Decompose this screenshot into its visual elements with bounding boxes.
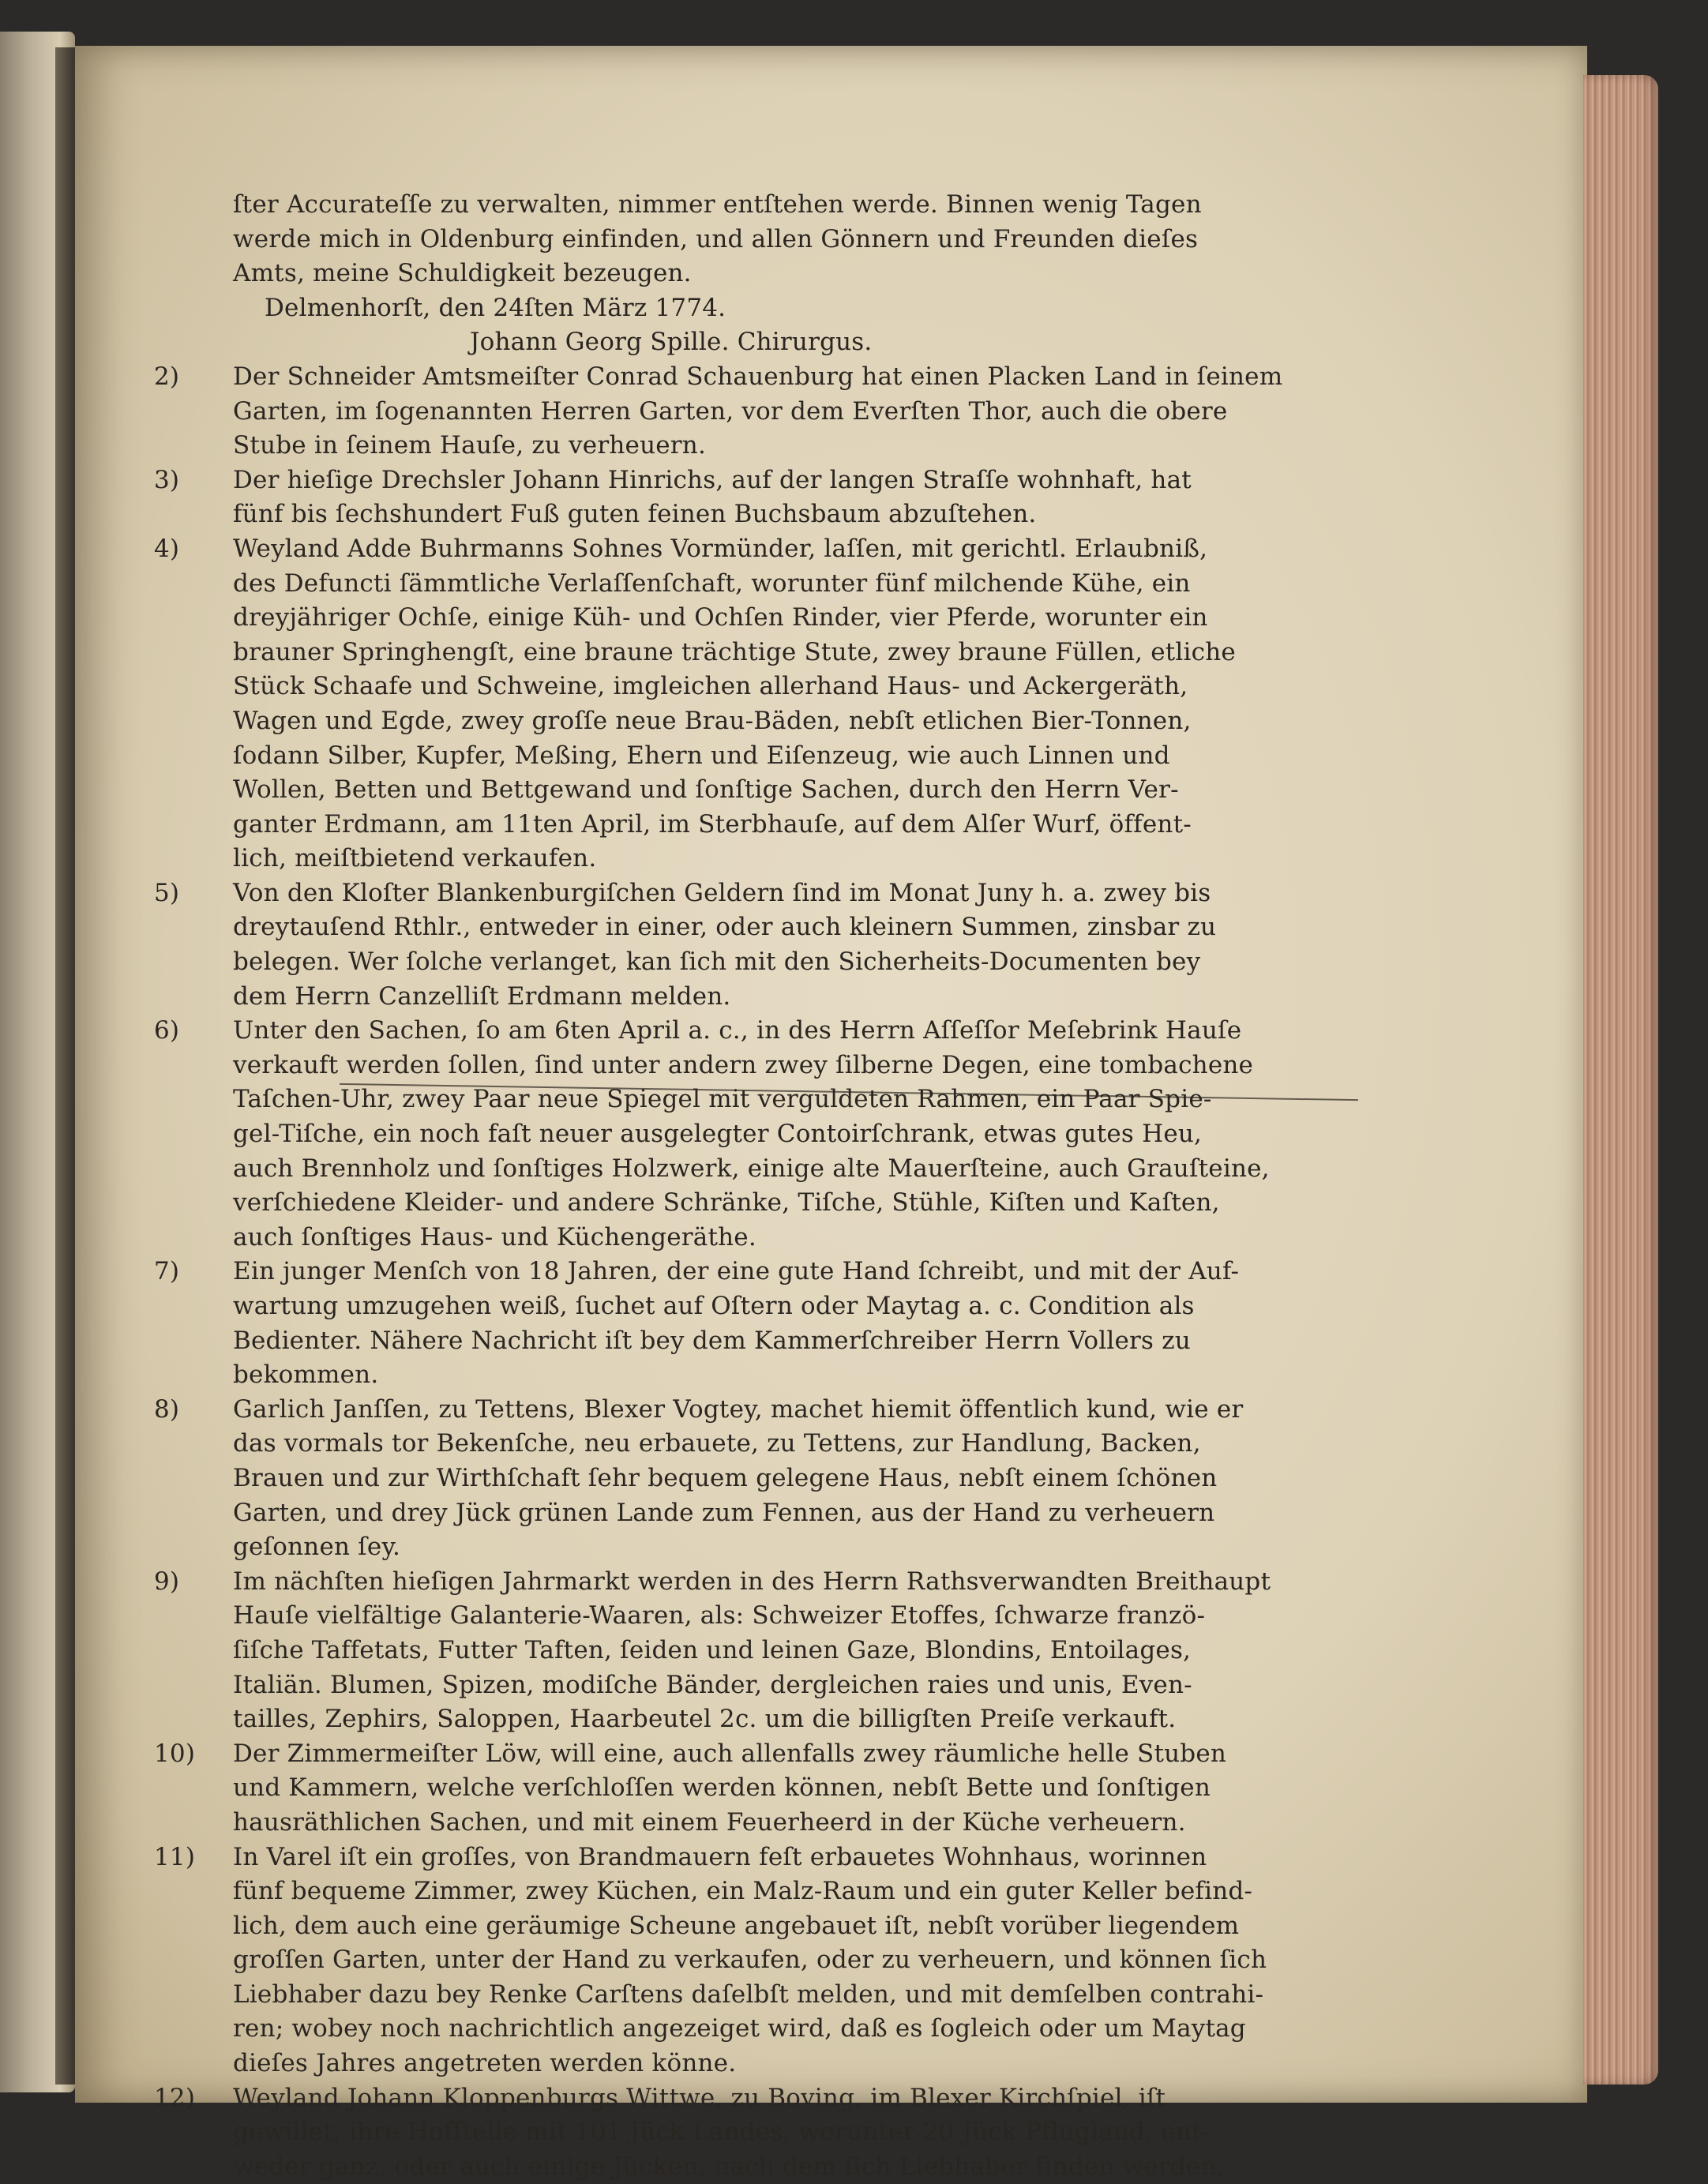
text-line	[229, 2150, 1346, 2184]
text-line	[229, 1049, 1346, 1083]
page-edges	[1583, 75, 1658, 2085]
item-number: 8)	[154, 1394, 180, 1424]
line-text: gel-Tiſche, ein noch faſt neuer ausgelegter Contoirſchrank, etwas gutes Heu,	[233, 1120, 1203, 1149]
item-number: 11)	[154, 1842, 196, 1871]
line-text: lich, dem auch eine geräumige Scheune angebauet iſt, nebſt vorüber liegendem	[233, 1911, 1240, 1940]
line-text: Amts, meine Schuldigkeit bezeugen.	[233, 259, 692, 288]
text-line	[229, 773, 1346, 808]
line-text: bekommen.	[233, 1360, 379, 1390]
text-line	[229, 1530, 1346, 1565]
item-number: 12)	[154, 2083, 196, 2112]
text-line	[229, 1221, 1346, 1255]
text-line	[229, 980, 1346, 1015]
text-line	[229, 1702, 1346, 1737]
text-line	[229, 1634, 1346, 1668]
line-text: tailles, Zephirs, Saloppen, Haarbeutel 2c. um die billigſten Preiſe verkauft.	[233, 1705, 1177, 1734]
text-line	[229, 567, 1346, 602]
text-line	[229, 1978, 1346, 2013]
line-text: dreyjähriger Ochſe, einige Küh- und Ochſen Rinder, vier Pferde, worunter ein	[233, 603, 1208, 632]
line-text: lich, meiſtbietend verkaufen.	[233, 844, 597, 873]
line-text: dieſes Jahres angetreten werden könne.	[233, 2049, 737, 2078]
text-line	[229, 325, 1346, 360]
text-line	[154, 360, 1346, 395]
text-line	[229, 1462, 1346, 1496]
line-text: dem Herrn Canzelliſt Erdmann melden.	[233, 981, 731, 1011]
line-text: Wagen und Egde, zwey groſſe neue Brau-Bäden, nebſt etlichen Bier-Tonnen,	[233, 706, 1192, 735]
line-text: Italiän. Blumen, Spizen, modiſche Bänder, dergleichen raies und unis, Even-	[233, 1670, 1192, 1699]
line-text: verſchiedene Kleider- und andere Schränke, Tiſche, Stühle, Kiſten und Kaſten,	[233, 1188, 1220, 1218]
line-text: Ein junger Menſch von 18 Jahren, der eine gute Hand ſchreibt, und mit der Auf-	[233, 1257, 1240, 1286]
line-text: und Kammern, welche verſchloſſen werden können, nebſt Bette und ſonſtigen	[233, 1773, 1211, 1803]
line-text: brauner Springhengſt, eine braune trächtige Stute, zwey braune Füllen, etliche	[233, 637, 1236, 666]
text-line	[229, 1152, 1346, 1187]
text-line	[229, 1599, 1346, 1634]
text-line	[229, 2012, 1346, 2047]
text-line	[229, 1289, 1346, 1324]
text-line	[154, 1565, 1346, 1600]
text-line	[229, 1771, 1346, 1806]
line-text: ren; wobey noch nachrichtlich angezeiget wird, daß es ſogleich oder um Maytag	[233, 2014, 1246, 2043]
line-text: Delmenhorſt, den 24ſten März 1774.	[265, 293, 726, 322]
line-text: Stube in ſeinem Hauſe, zu verheuern.	[233, 431, 707, 460]
line-text: dreytauſend Rthlr., entweder in einer, oder auch kleinern Summen, zinsbar zu	[233, 913, 1217, 942]
line-text: fünf bequeme Zimmer, zwey Küchen, ein Malz-Raum und ein guter Keller befind-	[233, 1877, 1253, 1906]
text-line	[229, 1186, 1346, 1221]
line-text: Johann Georg Spille. Chirurgus.	[470, 328, 873, 357]
text-line	[229, 1943, 1346, 1978]
text-line	[229, 601, 1346, 636]
text-line	[229, 1496, 1346, 1531]
line-text: Der Schneider Amtsmeiſter Conrad Schauenburg hat einen Placken Land in ſeinem	[233, 362, 1283, 391]
item-number: 5)	[154, 878, 180, 907]
text-line	[229, 808, 1346, 842]
line-text: groſſen Garten, unter der Hand zu verkaufen, oder zu verheuern, und können ſich	[233, 1946, 1267, 1975]
text-line	[229, 395, 1346, 430]
line-text: ſiſche Taffetats, Futter Taften, ſeiden und leinen Gaze, Blondins, Entoilages,	[233, 1635, 1192, 1664]
line-text: gewillet, ihre Hofſtelle mit 101 Jück Landes, worunter 20 Jück Pflugland, ent-	[233, 2118, 1211, 2147]
text-line	[154, 1255, 1346, 1289]
line-text: Garten, im ſogenannten Herren Garten, vor dem Everſten Thor, auch die obere	[233, 396, 1228, 426]
text-line	[229, 636, 1346, 670]
item-number: 2)	[154, 362, 180, 391]
line-text: ſter Accurateſſe zu verwalten, nimmer entſtehen werde. Binnen wenig Tagen	[233, 190, 1202, 219]
text-line	[229, 739, 1346, 774]
line-text: Bedienter. Nähere Nachricht iſt bey dem Kammerſchreiber Herrn Vollers zu	[233, 1326, 1191, 1355]
item-number: 10)	[154, 1739, 196, 1768]
text-line	[229, 2047, 1346, 2081]
line-text: Hauſe vielfältige Galanterie-Waaren, als: Schweizer Etoffes, ſchwarze franzö-	[233, 1601, 1206, 1630]
text-line	[154, 1737, 1346, 1772]
line-text: fünf bis ſechshundert Fuß guten feinen Buchsbaum abzuſtehen.	[233, 500, 1037, 529]
text-line	[229, 291, 1346, 326]
text-line	[229, 704, 1346, 739]
line-text: werde mich in Oldenburg einfinden, und allen Gönnern und Freunden dieſes	[233, 224, 1199, 253]
item-number: 7)	[154, 1257, 180, 1286]
text-line	[229, 429, 1346, 463]
line-text: geſonnen ſey.	[233, 1533, 401, 1562]
text-line	[229, 1083, 1346, 1117]
text-line	[229, 188, 1346, 223]
item-number: 3)	[154, 465, 180, 494]
page-text	[154, 188, 1346, 2184]
text-line	[154, 1014, 1346, 1049]
line-text: hausräthlichen Sachen, und mit einem Feuerheerd in der Küche verheuern.	[233, 1807, 1186, 1837]
line-text: Taſchen-Uhr, zwey Paar neue Spiegel mit verguldeten Rahmen, ein Paar Spie-	[233, 1085, 1212, 1114]
line-text: das vormals tor Bekenſche, neu erbauete, zu Tettens, zur Handlung, Backen,	[233, 1429, 1201, 1458]
line-text: In Varel iſt ein groſſes, von Brandmauern feſt erbauetes Wohnhaus, worinnen	[233, 1842, 1207, 1871]
line-text: Der Zimmermeiſter Löw, will eine, auch allenfalls zwey räumliche helle Stuben	[233, 1739, 1227, 1768]
line-text: weder ganz, oder auch einige Jücken, nach dem ſich Liebhaber finden werden,	[233, 2152, 1225, 2181]
text-line	[154, 876, 1346, 911]
text-line	[229, 1358, 1346, 1393]
text-line	[229, 2115, 1346, 2150]
line-text: wartung umzugehen weiß, ſuchet auf Oſtern oder Maytag a. c. Condition als	[233, 1292, 1195, 1320]
text-line	[229, 1874, 1346, 1909]
line-text: Brauen und zur Wirthſchaft ſehr bequem gelegene Haus, nebſt einem ſchönen	[233, 1463, 1218, 1492]
item-number: 4)	[154, 534, 180, 563]
text-line	[229, 945, 1346, 980]
line-text: Wollen, Betten und Bettgewand und ſonſtige Sachen, durch den Herrn Ver-	[233, 775, 1179, 805]
text-line	[154, 1841, 1346, 1875]
text-line	[229, 223, 1346, 257]
text-line	[229, 910, 1346, 945]
text-line	[154, 2081, 1346, 2116]
text-line	[229, 497, 1346, 532]
line-text: Weyland Adde Buhrmanns Sohnes Vormünder, laſſen, mit gerichtl. Erlaubniß,	[233, 534, 1208, 563]
text-line	[229, 1806, 1346, 1841]
text-line	[229, 842, 1346, 876]
text-line	[229, 1427, 1346, 1462]
line-text: Weyland Johann Kloppenburgs Wittwe, zu Boving, im Blexer Kirchſpiel, iſt	[233, 2083, 1166, 2112]
text-line	[229, 670, 1346, 704]
line-text: auch ſonſtiges Haus- und Küchengeräthe.	[233, 1222, 756, 1251]
text-line	[154, 1393, 1346, 1428]
line-text: Im nächſten hieſigen Jahrmarkt werden in des Herrn Rathsverwandten Breithaupt	[233, 1567, 1271, 1596]
line-text: Garlich Janſſen, zu Tettens, Blexer Vogtey, machet hiemit öffentlich kund, wie er	[233, 1394, 1244, 1424]
line-text: Garten, und drey Jück grünen Lande zum Fennen, aus der Hand zu verheuern	[233, 1498, 1215, 1527]
text-line	[229, 1909, 1346, 1944]
text-line	[154, 532, 1346, 567]
text-line	[229, 1668, 1346, 1703]
text-line	[154, 463, 1346, 498]
line-text: ganter Erdmann, am 11ten April, im Sterbhauſe, auf dem Alſer Wurf, öffent-	[233, 809, 1192, 839]
line-text: Der hieſige Drechsler Johann Hinrichs, auf der langen Straſſe wohnhaft, hat	[233, 465, 1192, 494]
line-text: Stück Schaafe und Schweine, imgleichen allerhand Haus- und Ackergeräth,	[233, 672, 1188, 701]
line-text: Von den Kloſter Blankenburgiſchen Geldern ſind im Monat Juny h. a. zwey bis	[233, 878, 1211, 907]
text-line	[229, 257, 1346, 291]
text-line	[229, 1324, 1346, 1359]
line-text: verkauft werden ſollen, ſind unter andern zwey ſilberne Degen, eine tombachene	[233, 1050, 1254, 1079]
line-text: Liebhaber dazu bey Renke Carſtens daſelbſt melden, und mit demſelben contrahi-	[233, 1979, 1264, 2009]
item-number: 6)	[154, 1016, 180, 1045]
line-text: Unter den Sachen, ſo am 6ten April a. c., in des Herrn Aſſeſſor Meſebrink Hauſe	[233, 1016, 1242, 1045]
line-text: belegen. Wer ſolche verlanget, kan ſich mit den Sicherheits-Documenten bey	[233, 948, 1201, 977]
line-text: ſodann Silber, Kupfer, Meßing, Ehern und Eiſenzeug, wie auch Linnen und	[233, 741, 1170, 770]
line-text: auch Brennholz und ſonſtiges Holzwerk, einige alte Mauerſteine, auch Grauſteine,	[233, 1154, 1270, 1183]
item-number: 9)	[154, 1567, 180, 1596]
line-text: des Defuncti ſämmtliche Verlaſſenſchaft, worunter fünf milchende Kühe, ein	[233, 569, 1191, 598]
text-line	[229, 1117, 1346, 1152]
